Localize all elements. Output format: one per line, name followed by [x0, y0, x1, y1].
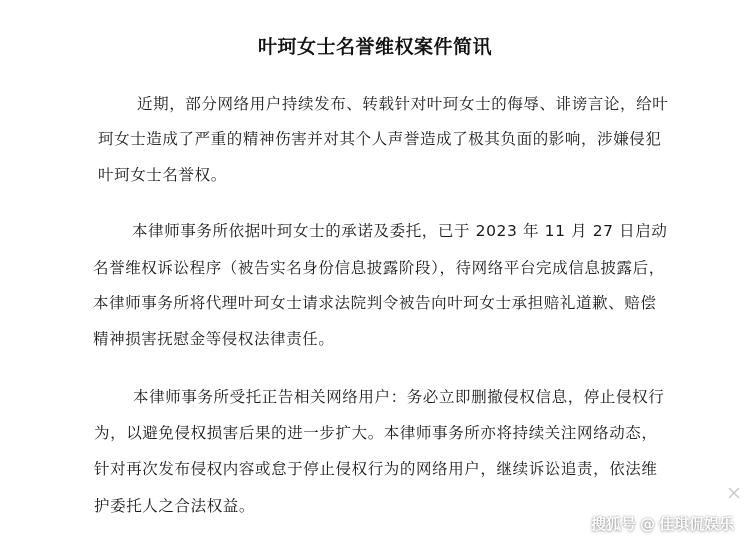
paragraph-3-line-2: 为，以避免侵权损害后果的进一步扩大。本律师事务所亦将持续关注网络动态，: [94, 424, 658, 442]
paragraph-1-line-3: 叶珂女士名誉权。: [98, 166, 227, 184]
close-mark-icon: [726, 485, 742, 501]
paragraph-3-line-3: 针对再次发布侵权内容或怠于停止侵权行为的网络用户，继续诉讼追责，依法维: [94, 460, 658, 478]
paragraph-2-line-4: 精神损害抚慰金等侵权法律责任。: [93, 330, 335, 348]
watermark-site: 搜狐号: [590, 515, 636, 533]
paragraph-1-line-1: 近期，部分网络用户持续发布、转载针对叶珂女士的侮辱、诽谤言论，给叶: [137, 95, 669, 113]
paragraph-2-line-3: 本律师事务所将代理叶珂女士请求法院判令被告向叶珂女士承担赔礼道歉、赔偿: [93, 294, 657, 312]
sohu-watermark: [591, 513, 734, 534]
paragraph-2-line-2: 名誉维权诉讼程序（被告实名身份信息披露阶段），待网络平台完成信息披露后，: [93, 259, 665, 277]
at-icon: @: [639, 514, 655, 533]
document-title: 叶珂女士名誉维权案件简讯: [257, 36, 492, 58]
paragraph-3-line-1: 本律师事务所受托正告相关网络用户：务必立即删撤侵权信息，停止侵权行: [133, 388, 665, 406]
paragraph-3-line-4: 护委托人之合法权益。: [94, 497, 256, 515]
watermark-account: 佳琪侃娱乐: [658, 515, 734, 533]
paragraph-2-line-1: 本律师事务所依据叶珂女士的承诺及委托，已于 2023 年 11 月 27 日启动: [132, 222, 668, 240]
paragraph-1-line-2: 珂女士造成了严重的精神伤害并对其个人声誉造成了极其负面的影响，涉嫌侵犯: [98, 130, 662, 148]
